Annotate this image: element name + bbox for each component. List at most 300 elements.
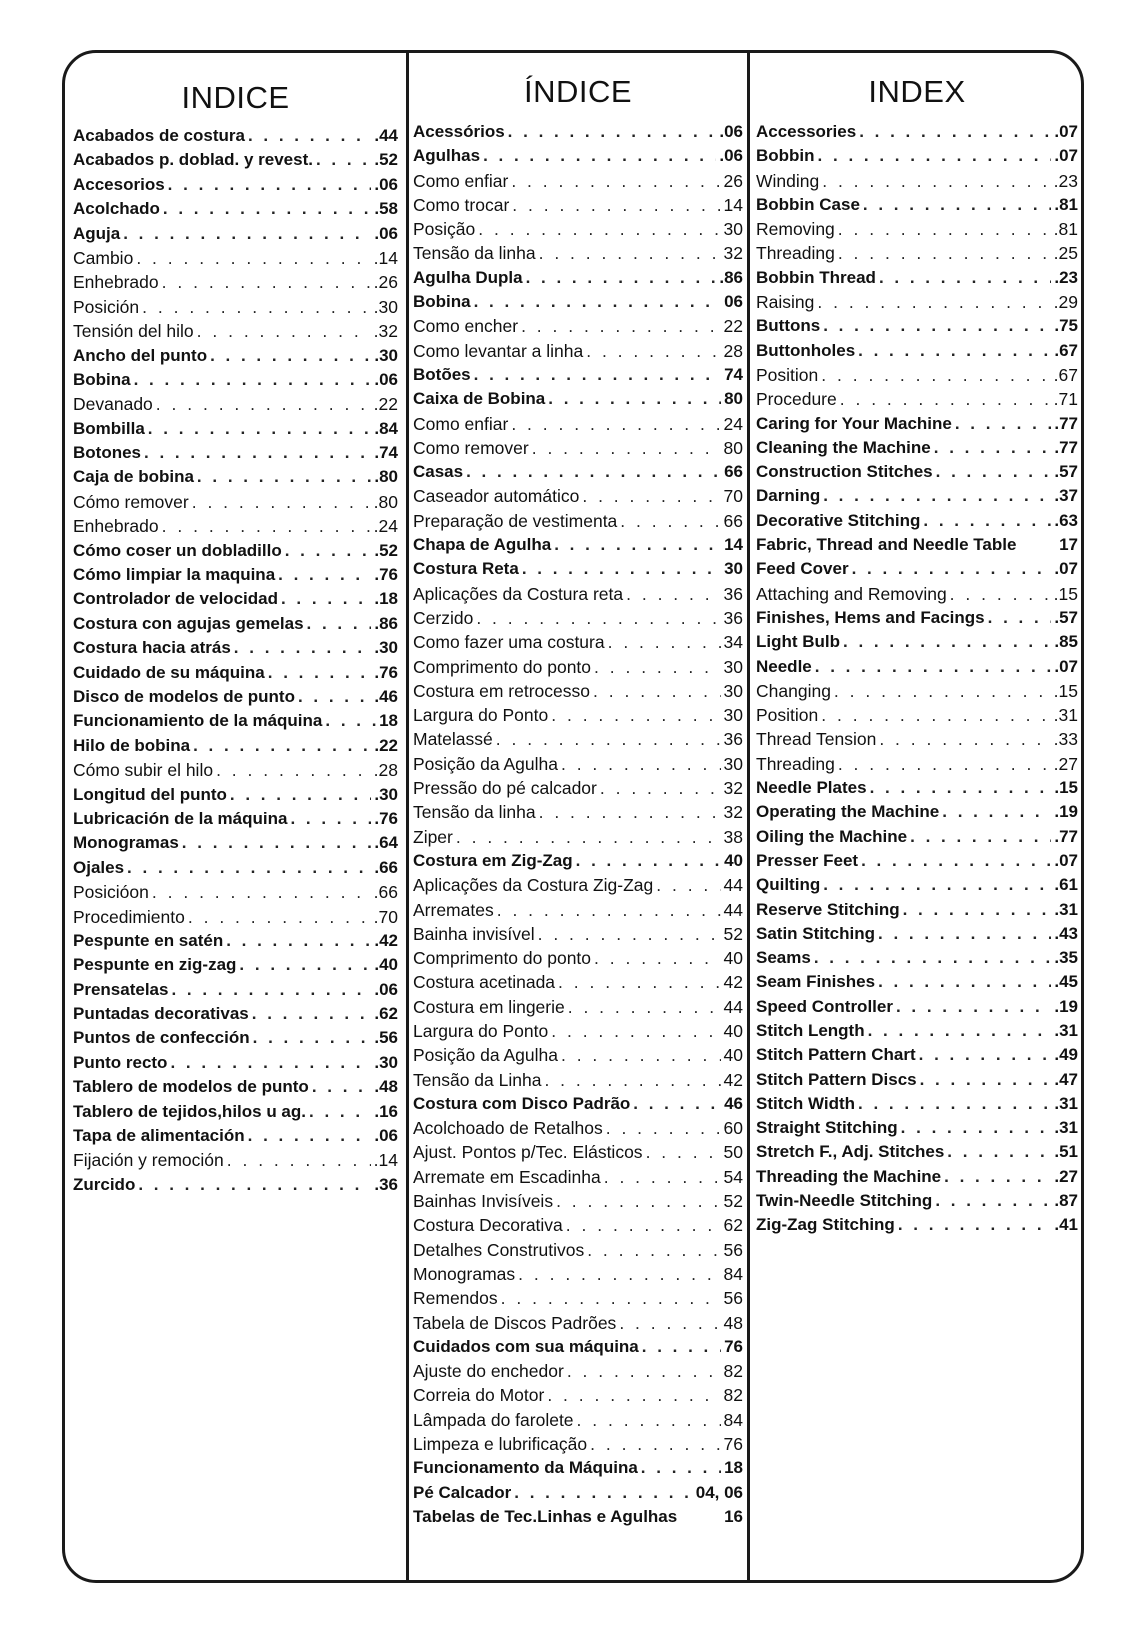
entry-page-number: 54 (723, 1166, 743, 1187)
index-entry (756, 849, 1078, 873)
index-entry (756, 1213, 1078, 1237)
dot-leader (863, 193, 1051, 217)
dot-leader (817, 290, 1050, 314)
index-entry (413, 1043, 743, 1067)
dot-leader (170, 1051, 371, 1075)
entry-label: Ancho del punto (73, 345, 208, 365)
entry-label: Speed Controller (756, 996, 893, 1016)
dot-leader (920, 1068, 1052, 1092)
dot-leader (642, 1335, 721, 1359)
entry-page-number: .15 (1053, 680, 1078, 701)
index-entry (413, 1189, 743, 1213)
entry-page-number: 36 (723, 729, 743, 750)
index-entry (413, 241, 743, 265)
entry-label: Tapa de alimentación (73, 1126, 245, 1146)
entry-page-number: .48 (374, 1077, 398, 1097)
entry-page-number: .06 (374, 369, 398, 389)
entry-page-number: .07 (1054, 850, 1078, 870)
entry-label: Raising (756, 292, 815, 313)
entry-page-number: .23 (1054, 267, 1078, 287)
entry-page-number: 30 (724, 559, 743, 579)
entry-page-number: .07 (1054, 559, 1078, 579)
entry-page-number: 56 (723, 1239, 743, 1260)
dot-leader (234, 636, 372, 660)
index-entry (73, 783, 398, 807)
dot-leader (138, 1173, 371, 1197)
index-entry (73, 1002, 398, 1026)
index-entry (413, 1019, 743, 1043)
entry-label: Punto recto (73, 1052, 168, 1072)
index-entry (756, 193, 1078, 217)
entry-page-number: .81 (1054, 194, 1078, 214)
entry-page-number: 32 (723, 778, 743, 799)
dot-leader (942, 800, 1051, 824)
index-entry (413, 800, 743, 824)
index-entry (413, 849, 743, 873)
dot-leader (210, 344, 371, 368)
dot-leader (216, 758, 371, 782)
entry-label: Seams (756, 948, 811, 968)
entry-page-number: .23 (1053, 170, 1078, 191)
index-entry (413, 752, 743, 776)
entry-page-number: 70 (723, 486, 743, 507)
entry-page-number: .75 (1054, 316, 1078, 336)
entry-page-number: 06 (724, 292, 743, 312)
dot-leader (858, 339, 1051, 363)
dot-leader (558, 970, 720, 994)
entry-label: Ziper (413, 826, 453, 847)
entry-label: Cambio (73, 247, 134, 268)
entry-page-number: 66 (723, 510, 743, 531)
entry-page-number: 16 (724, 1506, 743, 1526)
index-entry (73, 1051, 398, 1075)
entry-label: Cómo coser un dobladillo (73, 540, 282, 560)
index-entry (73, 246, 398, 270)
entry-page-number: .66 (374, 857, 398, 877)
entry-page-number: .24 (373, 516, 398, 537)
index-entry (756, 412, 1078, 436)
index-entry (73, 148, 398, 172)
entry-label: Preparação de vestimenta (413, 510, 618, 531)
index-entry (756, 169, 1078, 193)
index-entry (73, 587, 398, 611)
dot-leader (593, 679, 721, 703)
entry-page-number: 74 (724, 364, 743, 384)
entry-label: Tensão da linha (413, 802, 536, 823)
entry-page-number: .41 (1054, 1215, 1078, 1235)
dot-leader (168, 173, 372, 197)
index-entry (413, 776, 743, 800)
entry-label: Bobbin Case (756, 194, 860, 214)
index-entry (756, 557, 1078, 581)
index-entry (756, 970, 1078, 994)
entry-page-number: .07 (1054, 122, 1078, 141)
entry-label: Cómo subir el hilo (73, 760, 214, 781)
entry-page-number: .52 (374, 150, 398, 170)
entry-label: Removing (756, 219, 835, 240)
entry-label: Bobbin (756, 146, 815, 166)
index-entry (413, 898, 743, 922)
entry-page-number: 04, 06 (695, 1482, 743, 1502)
entry-label: Monogramas (73, 833, 179, 853)
entry-label: Posición (73, 296, 140, 317)
entry-page-number: .42 (374, 930, 398, 950)
entry-page-number: .06 (374, 1126, 398, 1146)
entry-page-number: .44 (374, 126, 398, 145)
index-entry (756, 1092, 1078, 1116)
index-entry (756, 606, 1078, 630)
dot-leader (152, 880, 371, 904)
entry-page-number: .80 (373, 491, 398, 512)
index-entry (73, 1124, 398, 1148)
index-entry (73, 295, 398, 319)
entry-label: Botones (73, 443, 141, 463)
entry-label: Bainhas Invisíveis (413, 1191, 554, 1212)
index-entry (756, 339, 1078, 363)
entry-page-number: .30 (374, 345, 398, 365)
entry-label: Acabados de costura (73, 126, 245, 145)
dot-leader (822, 169, 1050, 193)
entry-label: Tensão da Linha (413, 1069, 542, 1090)
dot-leader (818, 144, 1052, 168)
dot-leader (561, 1043, 721, 1067)
index-entry (413, 655, 743, 679)
entry-page-number: .63 (1054, 510, 1078, 530)
index-entry (73, 905, 398, 929)
entry-page-number: .07 (1054, 656, 1078, 676)
dot-leader (923, 509, 1051, 533)
entry-label: Threading (756, 243, 835, 264)
entry-label: Puntos de confección (73, 1028, 250, 1048)
entry-page-number: 60 (723, 1118, 743, 1139)
dot-leader (290, 807, 371, 831)
index-entry (756, 776, 1078, 800)
dot-leader (526, 266, 717, 290)
entry-page-number: .67 (1054, 340, 1078, 360)
index-entry (756, 1068, 1078, 1092)
index-entry (756, 1116, 1078, 1140)
dot-leader (859, 120, 1051, 144)
index-entry (413, 144, 743, 168)
entry-page-number: .26 (373, 272, 398, 293)
entry-label: Casas (413, 462, 464, 482)
entry-page-number: .27 (1054, 1166, 1078, 1186)
entry-page-number: .06 (374, 979, 398, 999)
entry-page-number: .71 (1053, 389, 1078, 410)
entry-page-number: .40 (374, 955, 398, 975)
index-entry (413, 1505, 743, 1529)
dot-leader (586, 339, 720, 363)
index-entry (413, 557, 743, 581)
dot-leader (478, 217, 720, 241)
dot-leader (312, 1075, 372, 1099)
dot-leader (496, 727, 721, 751)
dot-leader (656, 873, 720, 897)
index-entry (413, 120, 743, 144)
column-title: INDICE (181, 80, 290, 115)
entry-label: Stitch Width (756, 1093, 855, 1113)
entry-page-number: 84 (723, 1409, 743, 1430)
dot-leader (547, 1383, 720, 1407)
index-entry (413, 387, 743, 411)
dot-leader (142, 295, 371, 319)
index-entry (756, 946, 1078, 970)
dot-leader (182, 831, 372, 855)
entry-label: Position (756, 364, 819, 385)
index-entry (413, 703, 743, 727)
entry-page-number: 32 (723, 802, 743, 823)
entry-page-number: .62 (374, 1004, 398, 1024)
index-entry (756, 898, 1078, 922)
dot-leader (821, 363, 1050, 387)
index-entry (413, 412, 743, 436)
entry-page-number: 17 (1059, 535, 1078, 555)
entry-list (756, 120, 1078, 1238)
dot-leader (551, 1019, 720, 1043)
index-entry (73, 929, 398, 953)
entry-page-number: .87 (1054, 1191, 1078, 1211)
entry-page-number: .45 (1054, 972, 1078, 992)
entry-page-number: 44 (723, 899, 743, 920)
entry-label: Quilting (756, 875, 821, 895)
entry-page-number: 56 (723, 1288, 743, 1309)
entry-label: Operating the Machine (756, 802, 940, 822)
entry-page-number: .77 (1054, 413, 1078, 433)
entry-page-number: .86 (719, 267, 743, 287)
entry-label: Procedimiento (73, 906, 185, 927)
entry-page-number: .57 (1054, 462, 1078, 482)
entry-label: Cleaning the Machine (756, 437, 931, 457)
entry-label: Devanado (73, 394, 153, 415)
entry-label: Cerzido (413, 607, 474, 628)
entry-page-number: .15 (1053, 583, 1078, 604)
dot-leader (556, 1189, 720, 1213)
entry-label: Accesorios (73, 174, 165, 194)
index-column-portuguese (406, 50, 747, 1583)
entry-label: Position (756, 705, 819, 726)
index-entry (73, 831, 398, 855)
index-entry (413, 436, 743, 460)
entry-label: Enhebrado (73, 516, 159, 537)
entry-label: Twin-Needle Stitching (756, 1191, 933, 1211)
entry-page-number: .77 (1054, 826, 1078, 846)
entry-label: Aplicações da Costura reta (413, 583, 624, 604)
entry-label: Como fazer uma costura (413, 632, 605, 653)
index-entry (756, 679, 1078, 703)
index-entry (73, 1173, 398, 1197)
dot-leader (230, 783, 371, 807)
entry-page-number: 36 (723, 583, 743, 604)
dot-leader (566, 1213, 721, 1237)
entry-label: Tablero de modelos de punto (73, 1077, 309, 1097)
dot-leader (226, 929, 371, 953)
entry-label: Limpeza e lubrificação (413, 1434, 588, 1455)
entry-label: Tabela de Discos Padrões (413, 1312, 617, 1333)
index-entry (73, 758, 398, 782)
index-entry (73, 880, 398, 904)
entry-page-number: 34 (723, 632, 743, 653)
dot-leader (544, 1068, 720, 1092)
entry-page-number: .14 (373, 1150, 398, 1171)
entry-label: Threading (756, 753, 835, 774)
dot-leader (600, 776, 721, 800)
entry-page-number: 66 (724, 462, 743, 482)
index-entry (413, 970, 743, 994)
index-entry (756, 800, 1078, 824)
entry-page-number: .31 (1054, 1020, 1078, 1040)
entry-page-number: 82 (723, 1361, 743, 1382)
dot-leader (646, 1140, 721, 1164)
dot-leader (278, 563, 371, 587)
index-entry (756, 727, 1078, 751)
index-entry (413, 1116, 743, 1140)
index-entry (756, 436, 1078, 460)
entry-page-number: .31 (1053, 705, 1078, 726)
index-entry (73, 465, 398, 489)
entry-label: Darning (756, 486, 821, 506)
entry-page-number: .06 (374, 174, 398, 194)
entry-page-number: 18 (379, 711, 398, 731)
dot-leader (144, 441, 371, 465)
dot-leader (162, 270, 371, 294)
index-entry (73, 1100, 398, 1124)
entry-label: Lâmpada do farolete (413, 1409, 574, 1430)
index-entry (756, 630, 1078, 654)
entry-label: Costura hacia atrás (73, 638, 231, 658)
entry-page-number: 30 (723, 753, 743, 774)
dot-leader (554, 533, 721, 557)
entry-page-number: .51 (1054, 1142, 1078, 1162)
dot-leader (934, 436, 1052, 460)
entry-label: Funcionamento da Máquina (413, 1458, 638, 1478)
index-entry (413, 484, 743, 508)
dot-leader (861, 849, 1051, 873)
index-entry (73, 734, 398, 758)
index-entry (413, 1238, 743, 1262)
dot-leader (594, 655, 721, 679)
dot-leader (483, 144, 716, 168)
dot-leader (608, 630, 721, 654)
index-entry (413, 290, 743, 314)
dot-leader (823, 873, 1051, 897)
dot-leader (163, 197, 371, 221)
index-entry (413, 873, 743, 897)
dot-leader (193, 734, 371, 758)
index-entry (413, 1311, 743, 1335)
index-entry (413, 1359, 743, 1383)
entry-label: Oiling the Machine (756, 826, 908, 846)
dot-leader (944, 1165, 1051, 1189)
entry-page-number: .57 (1054, 607, 1078, 627)
entry-label: Costura Decorativa (413, 1215, 563, 1236)
dot-leader (325, 709, 376, 733)
entry-label: Puntadas decorativas (73, 1004, 249, 1024)
index-entry (413, 1335, 743, 1359)
index-entry (413, 169, 743, 193)
entry-label: Stitch Pattern Discs (756, 1069, 917, 1089)
entry-page-number: .33 (1053, 729, 1078, 750)
entry-label: Satin Stitching (756, 923, 875, 943)
dot-leader (268, 661, 372, 685)
entry-page-number: .81 (1053, 219, 1078, 240)
entry-label: Acolchado (73, 199, 160, 219)
entry-label: Finishes, Hems and Facings (756, 607, 985, 627)
dot-leader (508, 120, 717, 144)
entry-label: Fabric, Thread and Needle Table (756, 535, 1017, 555)
entry-page-number: 76 (724, 1336, 743, 1356)
index-entry (413, 266, 743, 290)
entry-page-number: .31 (1054, 899, 1078, 919)
dot-leader (641, 1456, 721, 1480)
entry-label: Chapa de Agulha (413, 535, 552, 555)
index-entry (413, 1408, 743, 1432)
entry-label: Funcionamiento de la máquina (73, 711, 323, 731)
entry-label: Bobbin Thread (756, 267, 876, 287)
dot-leader (456, 825, 721, 849)
entry-page-number: .27 (1053, 753, 1078, 774)
entry-page-number: .07 (1054, 146, 1078, 166)
entry-page-number: 22 (723, 316, 743, 337)
entry-label: Pressão do pé calcador (413, 778, 597, 799)
dot-leader (298, 685, 371, 709)
index-entry (73, 368, 398, 392)
entry-label: Pé Calcador (413, 1482, 512, 1502)
dot-leader (518, 1262, 720, 1286)
dot-leader (568, 995, 721, 1019)
entry-page-number: 18 (724, 1458, 743, 1478)
entry-label: Acabados p. doblad. y revest. (73, 150, 313, 170)
entry-page-number: 14 (723, 194, 743, 215)
entry-page-number: 62 (723, 1215, 743, 1236)
entry-page-number: 28 (723, 340, 743, 361)
entry-label: Bombilla (73, 418, 145, 438)
index-entry (756, 144, 1078, 168)
dot-leader (896, 995, 1051, 1019)
entry-label: Costura Reta (413, 559, 519, 579)
entry-label: Posição da Agulha (413, 753, 558, 774)
column-title: ÍNDICE (523, 74, 633, 109)
entry-page-number: .36 (374, 1174, 398, 1194)
entry-label: Como levantar a linha (413, 340, 584, 361)
index-entry (73, 953, 398, 977)
dot-leader (474, 290, 721, 314)
entry-page-number: 42 (723, 1069, 743, 1090)
entry-label: Detalhes Construtivos (413, 1239, 585, 1260)
entry-label: Agulha Dupla (413, 267, 523, 287)
index-entry (413, 460, 743, 484)
index-entry (756, 703, 1078, 727)
index-entry (413, 217, 743, 241)
index-entry (73, 514, 398, 538)
entry-label: Decorative Stitching (756, 510, 921, 530)
entry-page-number: .15 (1054, 778, 1078, 798)
index-entry (756, 1165, 1078, 1189)
dot-leader (870, 776, 1052, 800)
entry-label: Arremates (413, 899, 494, 920)
index-entry (756, 533, 1078, 557)
entry-list (73, 124, 398, 1197)
dot-leader (136, 246, 370, 270)
entry-page-number: .49 (1054, 1045, 1078, 1065)
index-entry (756, 873, 1078, 897)
entry-page-number: .76 (374, 662, 398, 682)
dot-leader (910, 825, 1051, 849)
entry-page-number: 24 (723, 413, 743, 434)
dot-leader (162, 514, 371, 538)
index-entry (73, 270, 398, 294)
index-entry (413, 193, 743, 217)
entry-label: Disco de modelos de punto (73, 686, 295, 706)
